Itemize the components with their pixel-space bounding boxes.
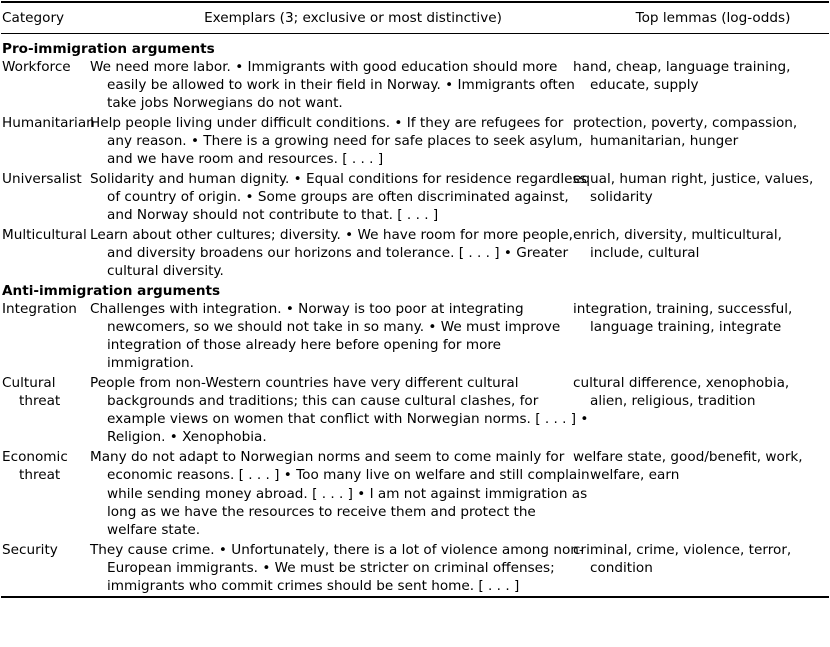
category-label-line2: threat: [19, 393, 61, 410]
table-row: [0, 541, 830, 596]
lemmas-cell: equal, human right, justice, values, solidarity: [573, 170, 814, 206]
section-title-anti: Anti-immigration arguments: [2, 282, 221, 299]
exemplars-cell: Challenges with integration. • Norway is too poor at integrating newcomers, so we should not take in so many. • We must improve integration of those already here before opening for more immigration.: [90, 300, 561, 372]
exemplars-cell: We need more labor. • Immigrants with good education should more easily be allowed to work in their field in Norway. • Immigrants often take jobs Norwegians do not want.: [90, 58, 575, 111]
category-label: Universalist: [2, 170, 82, 187]
category-label: Economic: [2, 449, 68, 466]
table-row: [0, 170, 830, 225]
exemplars-cell: Learn about other cultures; diversity. • We have room for more people, and diversity broadens our horizons and tolerance. [ . . . ] • Greater cultural diversity.: [90, 226, 573, 280]
bottom-rule: [1, 596, 829, 598]
category-label: Workforce: [2, 58, 71, 75]
category-label: Humanitarian: [2, 114, 95, 131]
exemplars-cell: Help people living under difficult conditions. • If they are refugees for any reason. • There is a growing need for safe places to seek asylum, and we have room and resources. [ . . . ]: [90, 114, 583, 168]
exemplars-cell: Many do not adapt to Norwegian norms and seem to come mainly for economic reasons. [ . . . ] • Too many live on welfare and still complain while sending money abroad. [ . . . ] • I am not against immigration as long as we have the resources to receive them and protect the welfare state.: [90, 449, 590, 538]
header-category: Category: [2, 9, 65, 26]
category-label: Multicultural: [2, 226, 87, 243]
table-row: [0, 114, 830, 169]
section-title-pro: Pro-immigration arguments: [2, 40, 215, 57]
lemmas-cell: protection, poverty, compassion, humanitarian, hunger: [573, 114, 798, 149]
table-row: [0, 300, 830, 373]
exemplars-cell: Solidarity and human dignity. • Equal conditions for residence regardless of country of origin. • Some groups are often discriminated against, and Norway should not contribute to that. [ . . . ]: [90, 170, 587, 224]
category-label: Security: [2, 541, 58, 558]
category-label: Integration: [2, 300, 77, 317]
exemplars-cell: People from non-Western countries have very different cultural backgrounds and traditions; this can cause cultural clashes, for example views on women that conflict with Norwegian norms. [ . . . ] • Religion. • Xenophobia.: [90, 374, 589, 446]
lemmas-cell: criminal, crime, violence, terror, condition: [573, 541, 792, 576]
header-lemmas: Top lemmas (log-odds): [635, 9, 791, 26]
lemmas-cell: welfare state, good/benefit, work, welfare, earn: [573, 449, 803, 484]
category-label: Cultural: [2, 374, 56, 391]
table-row: [0, 448, 830, 539]
lemmas-cell: hand, cheap, language training, educate, supply: [573, 58, 791, 93]
exemplars-cell: They cause crime. • Unfortunately, there is a lot of violence among non-European immigrants. • We must be stricter on criminal offenses; immigrants who commit crimes should be sent home. [ . . . ]: [90, 541, 584, 595]
category-label-line2: threat: [19, 467, 61, 484]
header-exemplars: Exemplars (3; exclusive or most distinctive): [204, 9, 502, 26]
lemmas-cell: cultural difference, xenophobia, alien, religious, tradition: [573, 374, 790, 410]
header-rule: [1, 33, 829, 34]
table-header: [0, 3, 830, 33]
table-row: [0, 58, 830, 113]
table-row: [0, 226, 830, 281]
lemmas-cell: integration, training, successful, language training, integrate: [573, 300, 793, 335]
lemmas-cell: enrich, diversity, multicultural, include, cultural: [573, 226, 782, 262]
table-row: [0, 374, 830, 447]
